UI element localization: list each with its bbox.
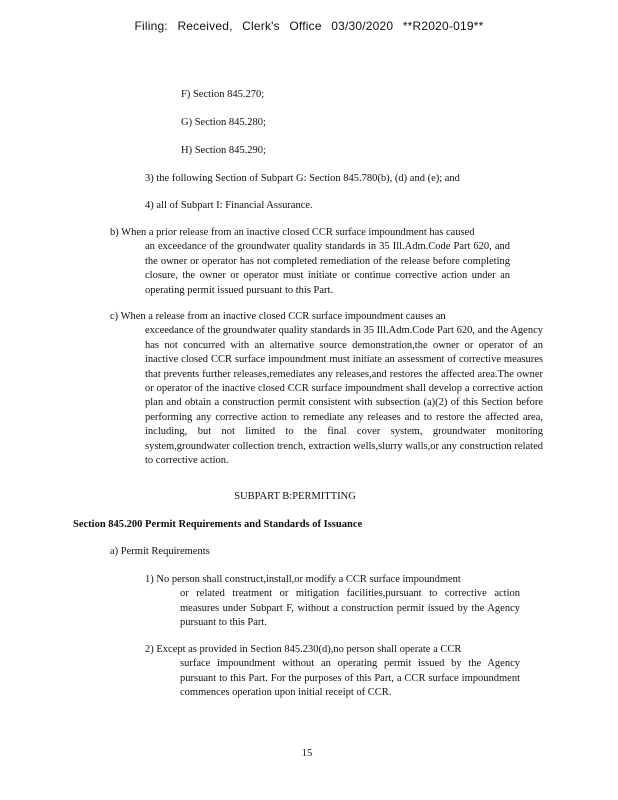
paragraph-1-first-line: 1) No person shall construct,install,or modify a CCR surface impoundment <box>145 574 461 585</box>
paragraph-c-first-line: c) When a release from an inactive closed CCR surface impoundment causes an <box>110 311 446 322</box>
page-number: 15 <box>301 748 313 759</box>
paragraph-b <box>110 226 510 298</box>
permit-requirements-label: a) Permit Requirements <box>110 546 210 557</box>
list-item-g: G) Section 845.280; <box>181 117 266 128</box>
filing-header: Filing: Received, Clerk's Office 03/30/2020 **R2020-019** <box>134 19 484 33</box>
list-item-4: 4) all of Subpart I: Financial Assurance. <box>145 200 313 211</box>
list-item-h: H) Section 845.290; <box>181 145 266 156</box>
paragraph-1 <box>145 573 520 631</box>
subpart-heading: SUBPART B:PERMITTING <box>234 491 356 502</box>
list-item-f: F) Section 845.270; <box>181 89 265 100</box>
paragraph-c-body: exceedance of the groundwater quality standards in 35 Ill.Adm.Code Part 620, and the Agency has not concurred with an alternative source demonstration,the owner or operator of an inactive closed CCR surface impoundment must initiate an assessment of corrective measures that prevents further releases,remediates any releases,and restores the affected area.The owner or operator of the inactive closed CCR surface impoundment shall develop a corrective action plan and obtain a construction permit consistent with subsection (a)(2) of this Section before performing any corrective action to remediate any releases and to restore the affected area, including, but not limited to the final cover system, groundwater monitoring system,groundwater collection trench, extraction wells,slurry walls,or any construction related to corrective action. <box>145 325 543 467</box>
paragraph-c <box>110 310 543 468</box>
paragraph-2 <box>145 643 520 701</box>
paragraph-b-body: an exceedance of the groundwater quality standards in 35 Ill.Adm.Code Part 620, and the owner or operator has not completed remediation of the release before completing closure, the owner or operator must initiate or continue corrective action under an operating permit issued pursuant to this Part. <box>145 241 510 296</box>
section-heading: Section 845.200 Permit Requirements and Standards of Issuance <box>73 519 363 530</box>
paragraph-b-first-line: b) When a prior release from an inactive closed CCR surface impoundment has caused <box>110 227 475 238</box>
paragraph-1-body: or related treatment or mitigation facilities,pursuant to corrective action measures under Subpart F, without a construction permit issued by the Agency pursuant to this Part. <box>180 588 520 629</box>
list-item-3: 3) the following Section of Subpart G: Section 845.780(b), (d) and (e); and <box>145 173 460 184</box>
paragraph-2-body: surface impoundment without an operating permit issued by the Agency pursuant to this Part. For the purposes of this Part, a CCR surface impoundment commences operation upon initial receipt of CCR. <box>180 658 520 699</box>
paragraph-2-first-line: 2) Except as provided in Section 845.230(d),no person shall operate a CCR <box>145 644 462 655</box>
